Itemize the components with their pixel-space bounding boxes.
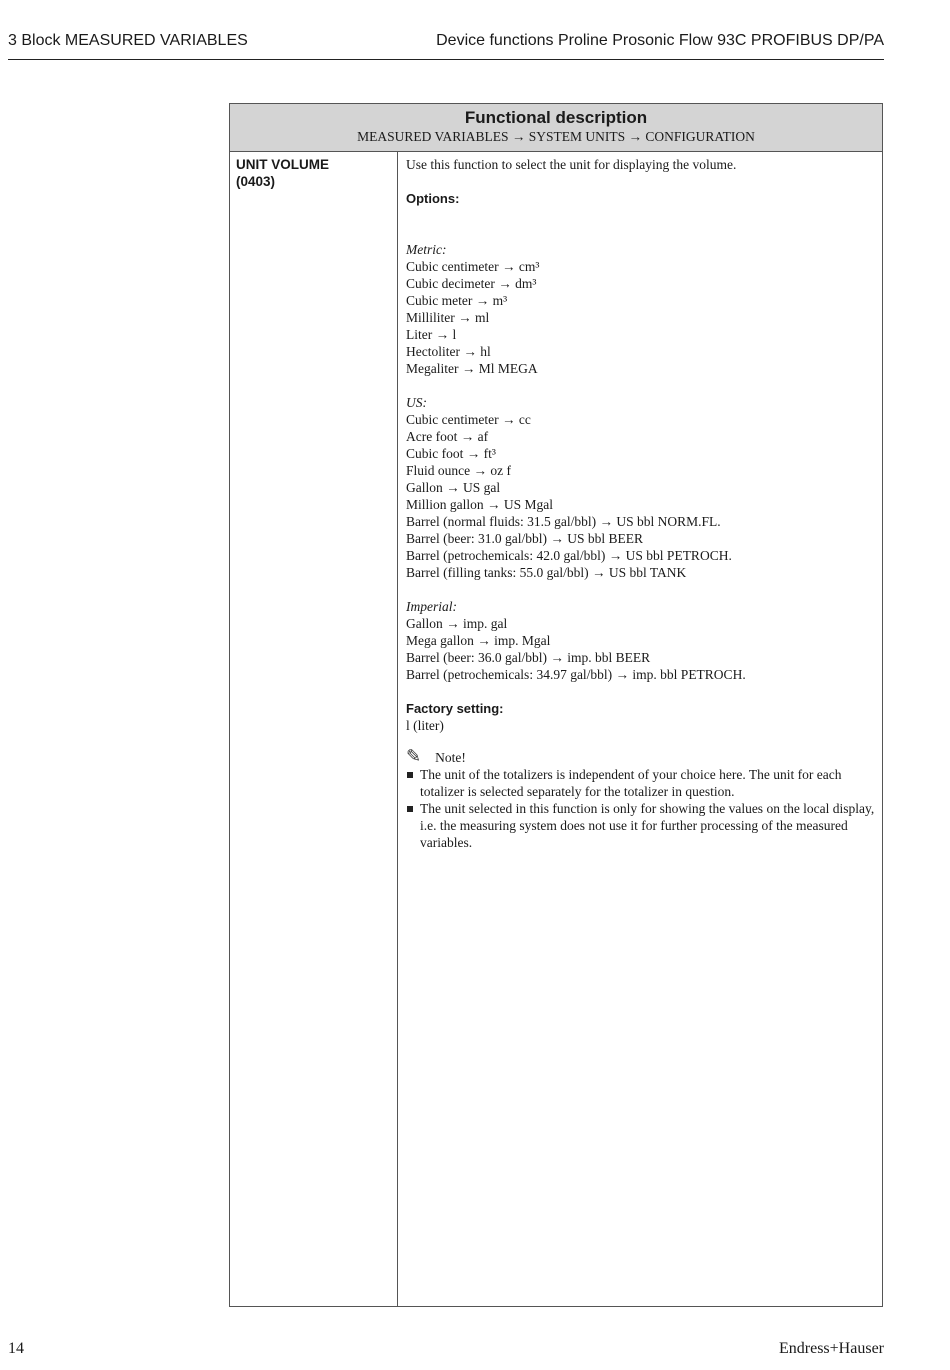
imperial-group bbox=[406, 598, 875, 683]
option-item: Liter → l bbox=[406, 327, 457, 342]
option-item: Barrel (petrochemicals: 42.0 gal/bbl) → US bbl PETROCH. bbox=[406, 548, 732, 563]
menu-path: MEASURED VARIABLES → SYSTEM UNITS → CONFIGURATION bbox=[357, 129, 755, 144]
option-item: Hectoliter → hl bbox=[406, 344, 491, 359]
option-item: Megaliter → Ml MEGA bbox=[406, 361, 538, 376]
option-item: Cubic meter → m³ bbox=[406, 293, 508, 308]
function-name-cell bbox=[230, 152, 398, 1306]
function-name: UNIT VOLUME bbox=[236, 157, 329, 172]
document-title: Device functions Proline Prosonic Flow 93C PROFIBUS DP/PA bbox=[436, 32, 884, 49]
page-header bbox=[8, 30, 884, 60]
function-code: (0403) bbox=[236, 174, 276, 189]
note-list bbox=[406, 766, 875, 851]
option-item: Gallon → imp. gal bbox=[406, 616, 508, 631]
page-footer bbox=[8, 1340, 884, 1362]
option-item: Barrel (beer: 31.0 gal/bbl) → US bbl BEER bbox=[406, 531, 643, 546]
note-heading bbox=[406, 740, 875, 766]
factory-setting-heading: Factory setting: bbox=[406, 701, 504, 716]
function-description-cell bbox=[399, 152, 882, 1306]
table-body bbox=[230, 152, 882, 1306]
option-item: Mega gallon → imp. Mgal bbox=[406, 633, 551, 648]
table-title: Functional description bbox=[464, 108, 648, 127]
note-bullet: The unit selected in this function is only for showing the values on the local display, i.e. the measuring system does not use it for further processing of the measured variables. bbox=[406, 800, 875, 851]
table-header bbox=[230, 104, 882, 152]
factory-setting-value: l (liter) bbox=[406, 718, 444, 733]
description-text: Use this function to select the unit for displaying the volume. bbox=[406, 157, 737, 172]
option-item: Barrel (beer: 36.0 gal/bbl) → imp. bbl BEER bbox=[406, 650, 651, 665]
page-number: 14 bbox=[8, 1340, 24, 1357]
note-label: Note! bbox=[435, 750, 466, 765]
option-item: Gallon → US gal bbox=[406, 480, 501, 495]
group-label: Imperial: bbox=[406, 599, 457, 614]
option-item: Acre foot → af bbox=[406, 429, 489, 444]
option-item: Barrel (filling tanks: 55.0 gal/bbl) → US bbl TANK bbox=[406, 565, 687, 580]
us-group bbox=[406, 394, 875, 581]
option-item: Cubic centimeter → cm³ bbox=[406, 259, 540, 274]
note-pencil-icon: ✎ bbox=[406, 746, 422, 766]
option-item: Cubic foot → ft³ bbox=[406, 446, 496, 461]
section-title: 3 Block MEASURED VARIABLES bbox=[8, 32, 248, 49]
brand-name: Endress+Hauser bbox=[779, 1340, 884, 1357]
group-label: Metric: bbox=[406, 242, 447, 257]
function-table bbox=[229, 103, 883, 1307]
option-item: Fluid ounce → oz f bbox=[406, 463, 511, 478]
option-item: Million gallon → US Mgal bbox=[406, 497, 554, 512]
option-item: Cubic centimeter → cc bbox=[406, 412, 531, 427]
options-heading: Options: bbox=[406, 191, 460, 206]
option-item: Milliliter → ml bbox=[406, 310, 490, 325]
option-item: Barrel (petrochemicals: 34.97 gal/bbl) → imp. bbl PETROCH. bbox=[406, 667, 746, 682]
option-item: Barrel (normal fluids: 31.5 gal/bbl) → US bbl NORM.FL. bbox=[406, 514, 721, 529]
option-item: Cubic decimeter → dm³ bbox=[406, 276, 537, 291]
metric-group bbox=[406, 241, 875, 377]
note-bullet: The unit of the totalizers is independent of your choice here. The unit for each totalizer is selected separately for the totalizer in question. bbox=[406, 766, 875, 800]
group-label: US: bbox=[406, 395, 427, 410]
